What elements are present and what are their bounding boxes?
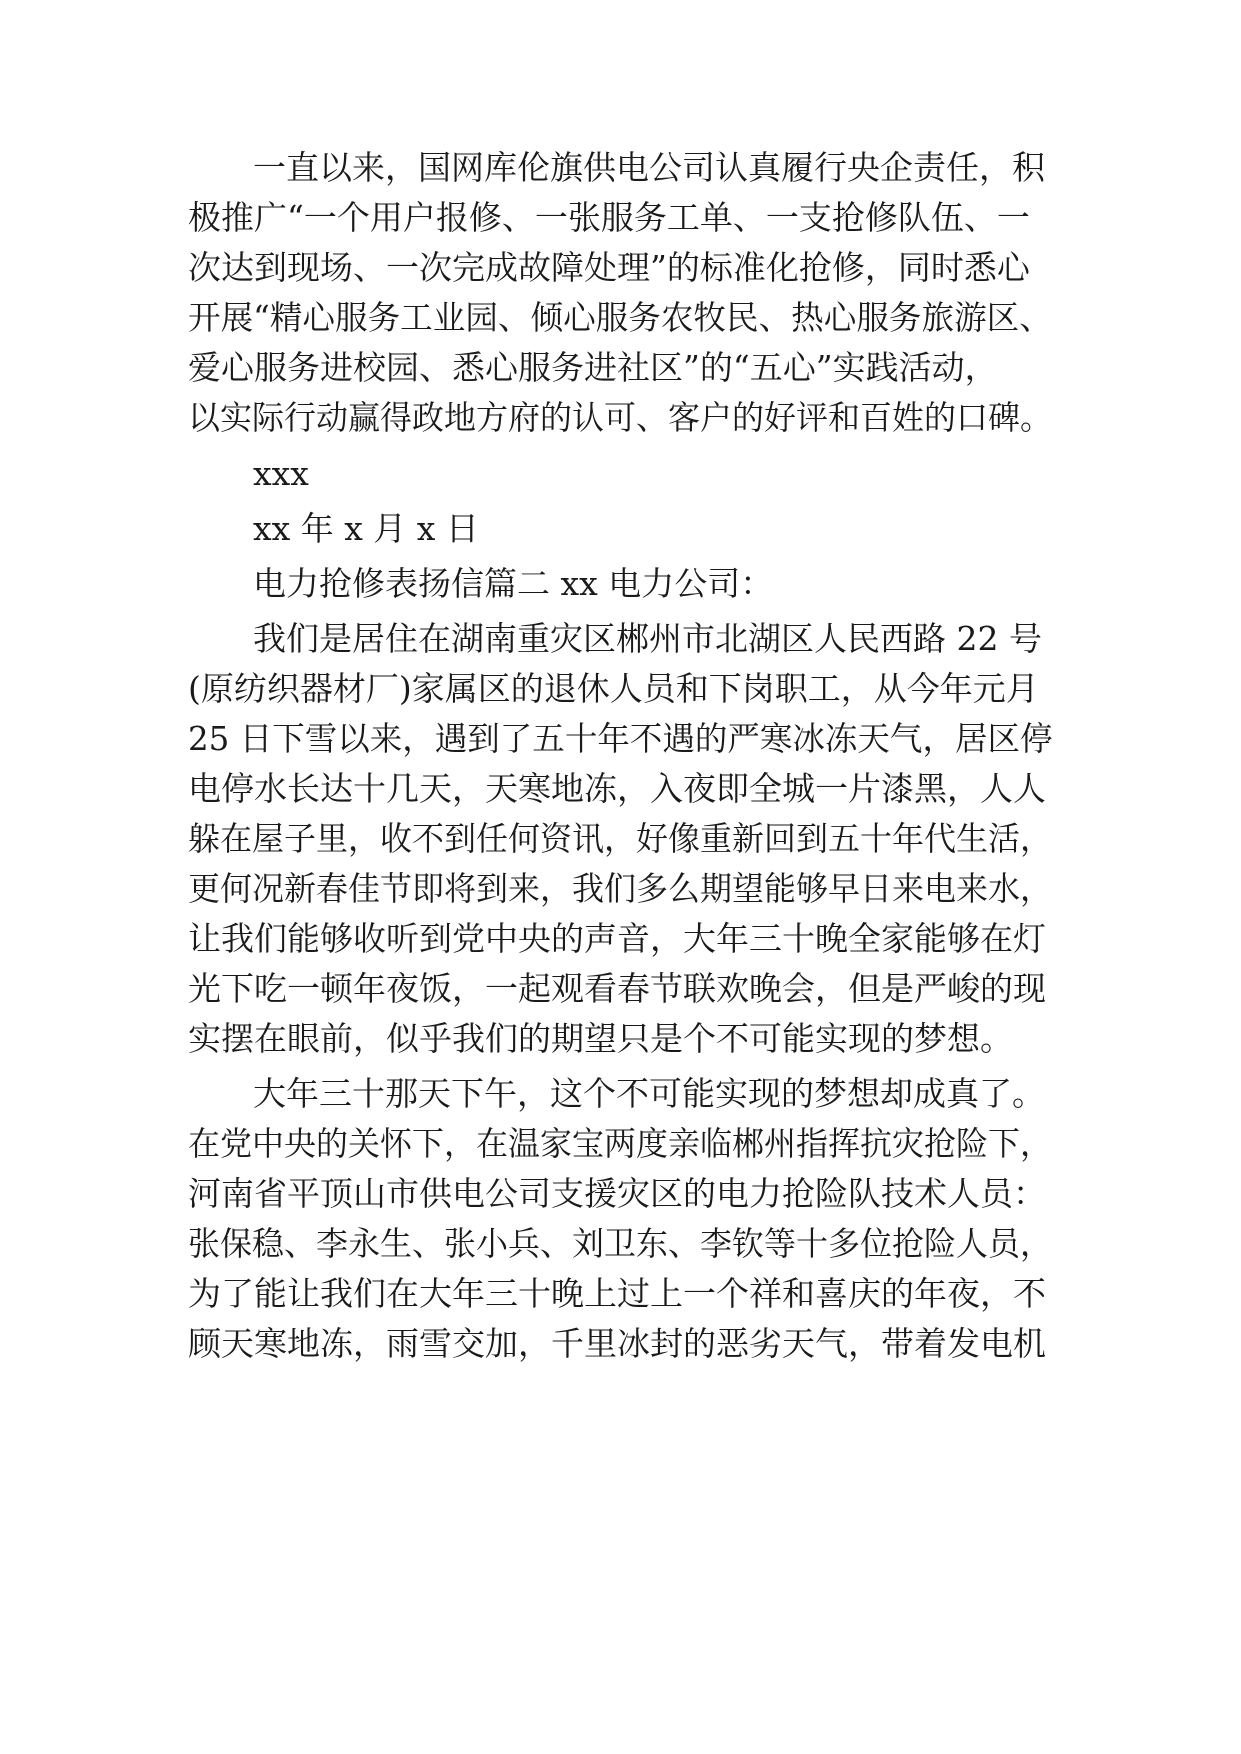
paragraph-2-line [0, 711, 1241, 767]
date-text: xx 年 x 月 x 日 [253, 509, 479, 548]
text-line: 张保稳、李永生、张小兵、刘卫东、李钦等十多位抢险人员， [188, 1224, 1053, 1263]
signature [0, 446, 1241, 502]
paragraph-2-line [0, 761, 1241, 817]
paragraph-1-line [0, 390, 1241, 446]
paragraph-2-line [0, 811, 1241, 867]
text-line: 一直以来，国网库伦旗供电公司认真履行央企责任，积 [253, 148, 1045, 187]
text-line: 爱心服务进校园、悉心服务进社区”的“五心”实践活动， [188, 348, 998, 387]
signature-text: xxx [253, 454, 309, 493]
text-line: 开展“精心服务工业园、倾心服务农牧民、热心服务旅游区、 [188, 298, 1052, 337]
text-line: 大年三十那天下午，这个不可能实现的梦想却成真了。 [253, 1074, 1045, 1113]
text-line: (原纺织器材厂)家属区的退休人员和下岗职工，从今年元月 [188, 669, 1039, 708]
text-line: 电停水长达十几天，天寒地冻，入夜即全城一片漆黑，人人 [188, 769, 1046, 808]
paragraph-2-line [0, 1011, 1241, 1067]
text-line: 次达到现场、一次完成故障处理”的标准化抢修，同时悉心 [188, 248, 1030, 287]
paragraph-1-line [0, 190, 1241, 246]
text-line: 让我们能够收听到党中央的声音，大年三十晚全家能够在灯 [188, 919, 1046, 958]
paragraph-1-line [0, 290, 1241, 346]
paragraph-2-line [0, 861, 1241, 917]
paragraph-3-line [0, 1266, 1241, 1322]
paragraph-2-line [0, 611, 1241, 667]
paragraph-1-line [0, 340, 1241, 396]
paragraph-1-line [0, 240, 1241, 296]
text-line: 以实际行动赢得政地方府的认可、客户的好评和百姓的口碑。 [188, 398, 1053, 437]
paragraph-3-line [0, 1166, 1241, 1222]
date-line [0, 501, 1241, 557]
heading-text: 电力抢修表扬信篇二 xx 电力公司： [253, 564, 774, 603]
text-line: 河南省平顶山市供电公司支援灾区的电力抢险队技术人员： [188, 1174, 1046, 1213]
paragraph-3-line [0, 1066, 1241, 1122]
text-line: 躲在屋子里，收不到任何资讯，好像重新回到五十年代生活， [188, 819, 1053, 858]
text-line: 我们是居住在湖南重灾区郴州市北湖区人民西路 22 号 [253, 619, 1042, 658]
paragraph-2-line [0, 911, 1241, 967]
paragraph-3-line [0, 1116, 1241, 1172]
text-line: 顾天寒地冻，雨雪交加，千里冰封的恶劣天气，带着发电机 [188, 1324, 1046, 1363]
text-line: 为了能让我们在大年三十晚上过上一个祥和喜庆的年夜，不 [188, 1274, 1046, 1313]
text-line: 极推广“一个用户报修、一张服务工单、一支抢修队伍、一 [188, 198, 1030, 237]
paragraph-2-line [0, 661, 1241, 717]
text-line: 25 日下雪以来，遇到了五十年不遇的严寒冰冻天气，居区停 [188, 719, 1053, 758]
paragraph-1-line [0, 140, 1241, 196]
text-line: 光下吃一顿年夜饭，一起观看春节联欢晚会，但是严峻的现 [188, 969, 1046, 1008]
text-line: 更何况新春佳节即将到来，我们多么期望能够早日来电来水， [188, 869, 1053, 908]
paragraph-2-line [0, 961, 1241, 1017]
text-line: 实摆在眼前，似乎我们的期望只是个不可能实现的梦想。 [188, 1019, 1013, 1058]
paragraph-3-line [0, 1216, 1241, 1272]
text-line: 在党中央的关怀下，在温家宝两度亲临郴州指挥抗灾抢险下， [188, 1124, 1053, 1163]
section-heading [0, 556, 1241, 612]
paragraph-3-line [0, 1316, 1241, 1372]
